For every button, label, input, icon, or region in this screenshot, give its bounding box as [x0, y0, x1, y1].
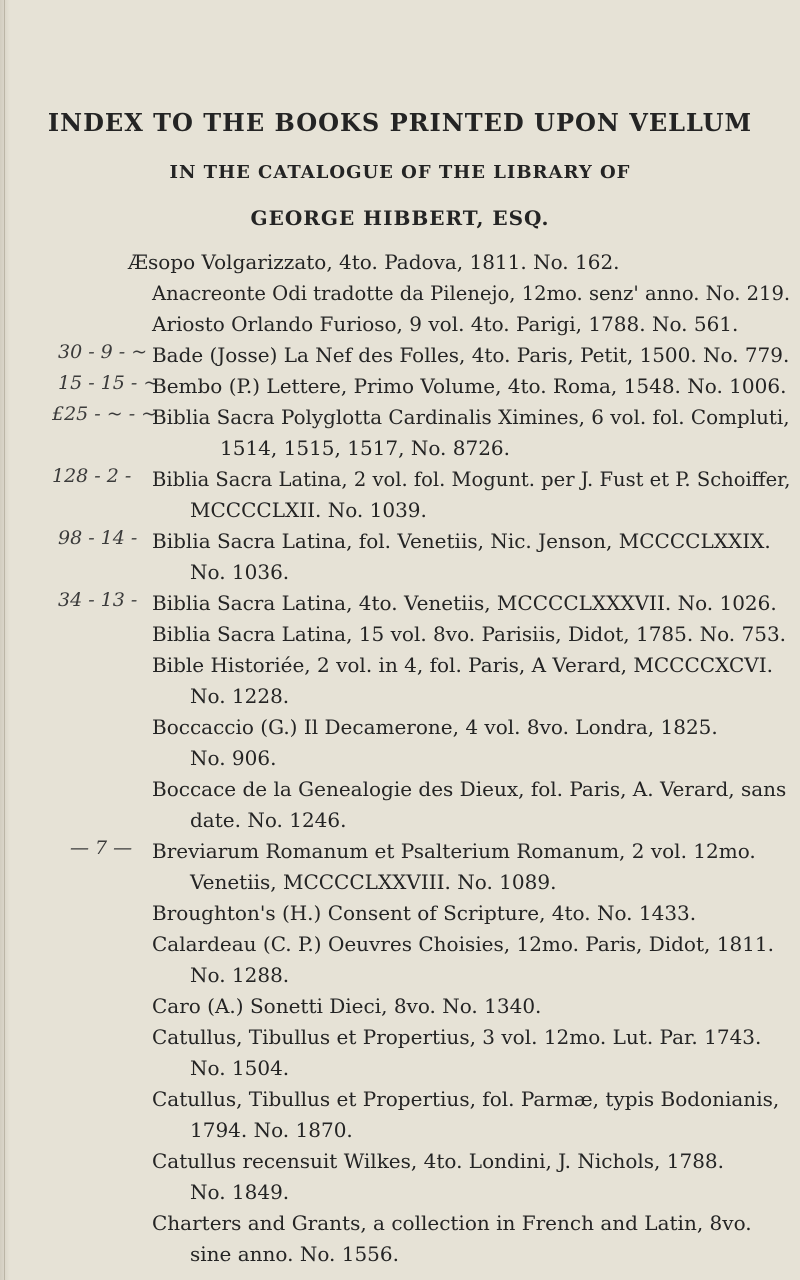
entry-line: Biblia Sacra Latina, 4to. Venetiis, MCCCCLXXXVII. No. 1026.: [152, 591, 777, 615]
entry-line: Bible Historiée, 2 vol. in 4, fol. Paris, A Verard, MCCCCXCVI.: [152, 653, 773, 677]
entry-line: No. 1504.: [190, 1056, 290, 1080]
handwritten-price-note: 30 - 9 - ~: [58, 341, 148, 363]
page-owner: GEORGE HIBBERT, ESQ.: [250, 206, 550, 230]
entry-line: Æsopo Volgarizzato, 4to. Padova, 1811. No. 162.: [128, 250, 620, 274]
entry-line: Biblia Sacra Latina, fol. Venetiis, Nic. Jenson, MCCCCLXXIX.: [152, 529, 771, 553]
page-subtitle: IN THE CATALOGUE OF THE LIBRARY OF: [169, 162, 631, 183]
entry-line: No. 1849.: [190, 1180, 290, 1204]
handwritten-price-note: 98 - 14 -: [58, 527, 138, 549]
entry-line: No. 1228.: [190, 684, 290, 708]
entry-line: MCCCCLXII. No. 1039.: [190, 498, 427, 522]
entry-line: No. 1036.: [190, 560, 290, 584]
entry-line: Biblia Sacra Latina, 15 vol. 8vo. Parisiis, Didot, 1785. No. 753.: [152, 622, 787, 646]
entry-line: Caro (A.) Sonetti Dieci, 8vo. No. 1340.: [152, 994, 542, 1018]
entry-line: Broughton's (H.) Consent of Scripture, 4to. No. 1433.: [152, 901, 697, 925]
entry-line: Biblia Sacra Polyglotta Cardinalis Ximines, 6 vol. fol. Compluti,: [152, 405, 790, 429]
entry-line: Biblia Sacra Latina, 2 vol. fol. Mogunt. per J. Fust et P. Schoiffer,: [152, 467, 791, 491]
page-edge-line: [4, 0, 5, 1280]
entry-line: Anacreonte Odi tradotte da Pilenejo, 12mo. senz' anno. No. 219.: [152, 281, 791, 305]
entry-line: Catullus, Tibullus et Propertius, 3 vol. 12mo. Lut. Par. 1743.: [152, 1025, 762, 1049]
handwritten-price-note: 34 - 13 -: [58, 589, 138, 611]
entry-line: Catullus, Tibullus et Propertius, fol. Parmæ, typis Bodonianis,: [152, 1087, 780, 1111]
handwritten-price-note: 128 - 2 -: [52, 465, 132, 487]
entry-line: Bade (Josse) La Nef des Folles, 4to. Paris, Petit, 1500. No. 779.: [152, 343, 790, 367]
entry-line: Charters and Grants, a collection in French and Latin, 8vo.: [152, 1211, 752, 1235]
entry-line: 1514, 1515, 1517, No. 8726.: [220, 436, 510, 460]
entry-line: No. 1288.: [190, 963, 290, 987]
handwritten-price-note: £25 - ~ - ~: [52, 403, 158, 425]
entry-line: 1794. No. 1870.: [190, 1118, 353, 1142]
entry-line: Boccace de la Genealogie des Dieux, fol. Paris, A. Verard, sans: [152, 777, 787, 801]
page-title: INDEX TO THE BOOKS PRINTED UPON VELLUM: [47, 108, 753, 137]
entry-line: Catullus recensuit Wilkes, 4to. Londini, J. Nichols, 1788.: [152, 1149, 725, 1173]
entry-line: Bembo (P.) Lettere, Primo Volume, 4to. Roma, 1548. No. 1006.: [152, 374, 787, 398]
entry-line: Ariosto Orlando Furioso, 9 vol. 4to. Parigi, 1788. No. 561.: [152, 312, 739, 336]
entry-line: Breviarum Romanum et Psalterium Romanum, 2 vol. 12mo.: [152, 839, 756, 863]
entry-line: Boccaccio (G.) Il Decamerone, 4 vol. 8vo. Londra, 1825.: [152, 715, 718, 739]
entry-line: Venetiis, MCCCCLXXVIII. No. 1089.: [190, 870, 557, 894]
handwritten-price-note: 15 - 15 - ~: [58, 372, 160, 394]
entry-line: date. No. 1246.: [190, 808, 347, 832]
page-edge-shadow: [0, 0, 10, 1280]
handwritten-price-note: — 7 —: [70, 837, 133, 859]
entry-line: Calardeau (C. P.) Oeuvres Choisies, 12mo. Paris, Didot, 1811.: [152, 932, 774, 956]
entry-line: sine anno. No. 1556.: [190, 1242, 399, 1266]
entry-line: No. 906.: [190, 746, 277, 770]
